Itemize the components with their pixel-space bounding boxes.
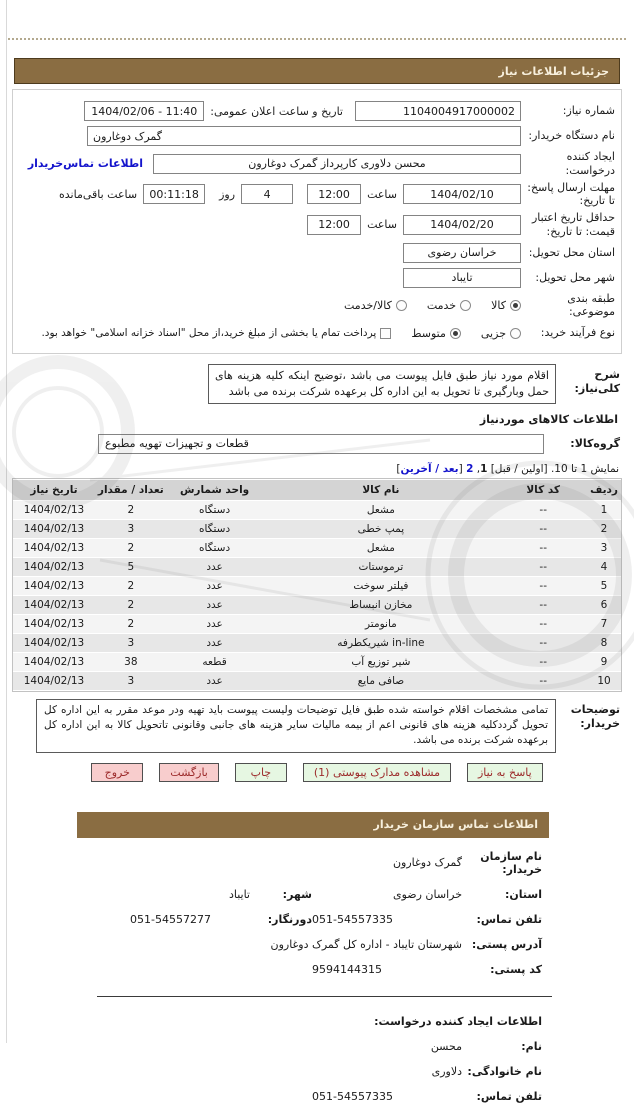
row-buyer-org [19, 125, 615, 147]
creator-row-first-name [0, 1040, 542, 1053]
col-date: تاریخ نیاز [13, 480, 95, 500]
pagination-next-last[interactable]: بعد / آخرین [400, 462, 459, 475]
col-name: نام کالا [262, 480, 499, 500]
treasury-checkbox-icon[interactable] [380, 328, 391, 339]
row-subject-category [19, 292, 615, 320]
deadline-label: مهلت ارسال پاسخ: تا تاریخ: [527, 180, 615, 208]
action-buttons [0, 763, 634, 782]
col-row: ردیف [587, 480, 621, 500]
buyer-notes-row [14, 699, 620, 753]
contact-city-value: تایباد [228, 887, 250, 901]
goods-group-row [14, 434, 620, 454]
purchase-process-label: نوع فرآیند خرید: [540, 326, 615, 340]
need-description-box: اقلام مورد نیاز طبق فایل پیوست می باشد ،توضیح اینکه کلیه هزینه های حمل وبارگیری تا تحویل به این اداره کل برعهده شرکت برنده می باشد [208, 364, 556, 404]
table-row: 10 -- صافی مایع عدد 3 1404/02/13 [13, 672, 621, 690]
category-option-goods-service[interactable]: کالا/خدمت [344, 299, 407, 312]
creator-first-name-value: محسن [430, 1039, 462, 1053]
creator-phone-label: تلفن تماس: [476, 1089, 542, 1103]
contact-province-label: استان: [505, 887, 542, 901]
contact-province-value: خراسان رضوی [392, 887, 462, 901]
deadline-hour-label: ساعت [367, 187, 397, 201]
radio-medium-icon[interactable] [450, 328, 461, 339]
contact-fax-value: 051-54557277 [130, 912, 211, 926]
treasury-checkbox-option[interactable]: پرداخت تمام یا بخشی از مبلغ خرید،از محل "اسناد خزانه اسلامی" خواهد بود. [41, 327, 391, 339]
process-option-medium[interactable]: متوسط [411, 327, 461, 340]
table-row: 9 -- شیر توزیع آب قطعه 38 1404/02/13 [13, 653, 621, 671]
creator-row-phone [0, 1090, 542, 1103]
print-button[interactable]: چاپ [235, 763, 287, 782]
contact-address-label: آدرس پستی: [471, 937, 542, 951]
org-name-value: گمرک دوغارون [392, 856, 462, 870]
price-validity-label: حداقل تاریخ اعتبار قیمت: تا تاریخ: [531, 211, 615, 238]
deadline-days-field[interactable]: 4 [241, 184, 293, 204]
col-qty: تعداد / مقدار [95, 480, 167, 500]
creator-last-name-value: دلاوری [431, 1064, 462, 1078]
table-row: 5 -- فیلتر سوخت عدد 2 1404/02/13 [13, 577, 621, 595]
pagination-summary: نمایش 1 تا 10. [547, 462, 619, 475]
radio-goods-icon[interactable] [510, 300, 521, 311]
details-header-title: جزئیات اطلاعات نیاز [498, 64, 609, 78]
delivery-city-label: شهر محل تحویل: [535, 270, 615, 284]
details-header-bar [14, 58, 620, 84]
table-row: 6 -- مخازن انبساط عدد 2 1404/02/13 [13, 596, 621, 614]
col-unit: واحد شمارش [167, 480, 263, 500]
creator-first-name-label: نام: [521, 1039, 542, 1053]
row-delivery-province [19, 242, 615, 264]
delivery-province-field[interactable]: خراسان رضوی [403, 243, 521, 263]
delivery-city-field[interactable]: تایباد [403, 268, 521, 288]
delivery-province-label: استان محل تحویل: [528, 245, 615, 259]
buyer-org-label: نام دستگاه خریدار: [528, 129, 615, 143]
buyer-contact-section [0, 812, 634, 1103]
table-pagination: نمایش 1 تا 10. [اولین / قبل] 1, 2 [بعد / آخرین] [396, 462, 619, 475]
buyer-org-field[interactable]: گمرک دوغارون [87, 126, 521, 146]
price-validity-hour-label: ساعت [367, 218, 397, 232]
row-response-deadline [19, 181, 615, 209]
contact-phone-value: 051-54557335 [312, 912, 393, 926]
deadline-days-label: روز [219, 187, 236, 201]
contact-header-title: اطلاعات تماس سازمان خریدار [373, 818, 538, 832]
request-creator-label: ایجاد کننده درخواست: [565, 150, 615, 177]
goods-group-field[interactable]: قطعات و تجهیزات تهویه مطبوع [98, 434, 544, 454]
contact-row-province-city [0, 888, 542, 901]
contact-header-bar [77, 812, 549, 838]
contact-row-phone-fax [0, 913, 542, 926]
deadline-time-field[interactable]: 12:00 [307, 184, 361, 204]
radio-goods-service-icon[interactable] [396, 300, 407, 311]
row-need-number [19, 100, 615, 122]
need-number-field[interactable]: 1104004917000002 [355, 101, 521, 121]
view-attachments-button[interactable]: مشاهده مدارک پیوستی (1) [303, 763, 451, 782]
category-option-goods[interactable]: کالا [491, 299, 521, 312]
need-description-row [14, 364, 620, 404]
row-delivery-city [19, 267, 615, 289]
exit-button[interactable]: خروج [91, 763, 143, 782]
section-divider [97, 996, 552, 997]
table-row: 2 -- پمپ خطی دستگاه 3 1404/02/13 [13, 520, 621, 538]
remaining-hours-label: ساعت باقی‌مانده [59, 187, 138, 201]
category-option-service[interactable]: خدمت [427, 299, 471, 312]
table-row: 4 -- ترموستات عدد 5 1404/02/13 [13, 558, 621, 576]
row-request-creator [19, 150, 615, 178]
goods-group-label: گروه‌کالا: [570, 437, 620, 451]
need-description-label: شرح کلی‌نیاز: [574, 368, 620, 396]
respond-button[interactable]: پاسخ به نیاز [467, 763, 543, 782]
deadline-date-field[interactable]: 1404/02/10 [403, 184, 521, 204]
table-row: 7 -- مانومتر عدد 2 1404/02/13 [13, 615, 621, 633]
org-name-label: نام سازمان خریدار: [480, 849, 542, 876]
pagination-first-prev: [اولین / قبل] [487, 462, 548, 475]
price-validity-time-field[interactable]: 12:00 [307, 215, 361, 235]
price-validity-date-field[interactable]: 1404/02/20 [403, 215, 521, 235]
col-code: کد کالا [499, 480, 587, 500]
process-option-minor[interactable]: جزیی [481, 327, 521, 340]
request-creator-field[interactable]: محسن دلاوری کارپرداز گمرک دوغارون [153, 154, 521, 174]
radio-service-icon[interactable] [460, 300, 471, 311]
contact-row-postal-code [0, 963, 542, 976]
creator-last-name-label: نام خانوادگی: [467, 1064, 542, 1078]
need-info-panel [12, 89, 622, 354]
pagination-page-2[interactable]: 2 [466, 462, 474, 475]
pagination-page-1: 1 [480, 462, 488, 475]
table-row: 3 -- مشعل دستگاه 2 1404/02/13 [13, 539, 621, 557]
buyer-contact-link[interactable]: اطلاعات تماس‌خریدار [27, 157, 143, 171]
contact-address-value: شهرستان تایباد - اداره کل گمرک دوغارون [270, 937, 462, 951]
contact-phone-label: تلفن تماس: [476, 912, 542, 926]
creator-phone-value: 051-54557335 [312, 1089, 393, 1103]
contact-row-address [0, 938, 542, 951]
back-button[interactable]: بازگشت [159, 763, 219, 782]
announce-datetime-field[interactable]: 1404/02/06 - 11:40 [84, 101, 204, 121]
subject-category-label: طبقه بندی موضوعی: [567, 291, 615, 319]
row-price-validity [19, 211, 615, 239]
postal-code-value: 9594144315 [312, 962, 382, 976]
buyer-notes-box: تمامی مشخصات اقلام خواسته شده طبق فایل توضیحات ولیست پیوست باید تهیه ودر موعد مقرر به این اداره کل تحویل گرددکلیه هزینه های قانونی اعم از بیمه مالیات سایر هزینه های جانبی وقانونی تاتحویل کالا به این اداره کل برعهده شرکت برنده می باشد. [36, 699, 556, 753]
creator-info-heading: اطلاعات ایجاد کننده درخواست: [374, 1014, 542, 1028]
buyer-notes-label: توضیحات خریدار: [570, 702, 620, 731]
radio-minor-icon[interactable] [510, 328, 521, 339]
row-purchase-process [19, 322, 615, 344]
items-table [13, 479, 621, 691]
table-row: 1 -- مشعل دستگاه 2 1404/02/13 [13, 501, 621, 519]
table-row: 8 -- شیریکطرفه in-line عدد 3 1404/02/13 [13, 634, 621, 652]
goods-section-heading: اطلاعات کالاهای موردنیاز [479, 412, 618, 426]
postal-code-label: کد پستی: [490, 962, 542, 976]
announce-datetime-label: تاریخ و ساعت اعلان عمومی: [210, 104, 343, 118]
need-number-label: شماره نیاز: [562, 104, 615, 118]
remaining-hours-field: 00:11:18 [143, 184, 205, 204]
items-table-header [13, 480, 621, 500]
contact-city-label: شهر: [282, 887, 312, 901]
contact-fax-label: دورنگار: [267, 912, 312, 926]
items-table-wrap [12, 478, 622, 692]
contact-row-org-name [0, 850, 542, 876]
creator-row-last-name [0, 1065, 542, 1078]
